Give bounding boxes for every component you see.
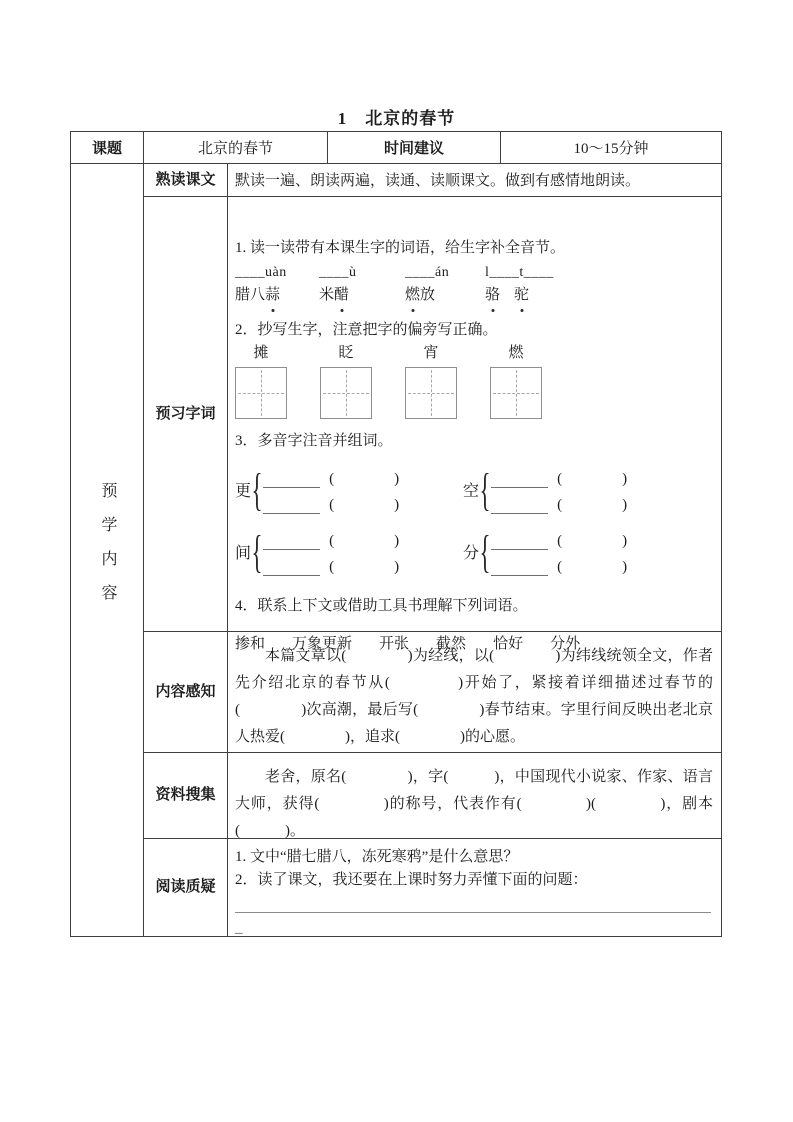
header-keti-value: 北京的春节	[144, 132, 328, 163]
duoyinzi-item	[235, 527, 463, 576]
row-label-shudu: 熟读课文	[144, 164, 228, 196]
row-yuxi-zici	[144, 196, 721, 652]
brace-glyph: {	[251, 525, 263, 577]
fill-blank-line	[263, 561, 320, 576]
fill-blank-line	[263, 535, 320, 550]
pinyin-group	[319, 264, 405, 306]
yuxi-item4-wrap	[235, 594, 713, 615]
pinyin-group	[485, 264, 554, 306]
row-label-yuxi: 预习字词	[144, 197, 228, 631]
paren-blank: ( )	[329, 558, 400, 575]
row-yuedu-zhiyi	[144, 838, 721, 936]
ziliao-paragraph: 老舍，原名( )，字( )，中国现代小说家、作家、语言大师，获得( )的称号，代表作有( )( )，剧本( )。	[235, 769, 713, 839]
answer-continuation-mark: _	[235, 920, 243, 936]
shudu-text: 默读一遍、朗读两遍，读通、读顺课文。做到有感情地朗读。	[235, 173, 641, 190]
tianzige-writing-box	[320, 367, 372, 419]
row-label-ziliao: 资料搜集	[144, 753, 228, 838]
word-pre: 腊八	[235, 286, 266, 303]
row-label-neirong: 内容感知	[144, 632, 228, 752]
ciyu-word: 恰好	[493, 635, 524, 652]
duoyinzi-blanks	[491, 527, 627, 576]
paren-blank: ( )	[329, 496, 400, 513]
duoyinzi-blanks	[263, 527, 399, 576]
brace-glyph: {	[479, 463, 491, 515]
fill-blank-line	[263, 473, 320, 488]
row-shudu-kewen	[144, 164, 721, 196]
yuxi-item4: 4．联系上下文或借助工具书理解下列词语。	[235, 597, 528, 614]
duoyinzi-blanks	[491, 465, 627, 514]
brace-glyph: {	[479, 525, 491, 577]
paren-blank: ( )	[557, 496, 628, 513]
duoyinzi-item	[235, 465, 463, 514]
paren-blank: ( )	[329, 532, 400, 549]
row-label-yuedu: 阅读质疑	[144, 839, 228, 936]
blank-entry	[491, 555, 627, 576]
duoyinzi-item	[463, 527, 691, 576]
ciyu-word: 掺和	[235, 635, 266, 652]
ciyu-word: 分外	[550, 635, 581, 652]
ciyu-word: 开张	[379, 635, 410, 652]
tianzige-row	[235, 343, 713, 419]
blank-entry	[491, 529, 627, 550]
yuxi-item1: 1. 读一读带有本课生字的词语，给生字补全音节。	[235, 239, 566, 256]
copy-char: 摊	[253, 344, 269, 361]
copy-char: 眨	[338, 344, 354, 361]
header-time-label: 时间建议	[328, 132, 501, 163]
duoyinzi-char: 空	[463, 482, 480, 500]
tianzige-cell	[235, 343, 287, 419]
fill-blank-line	[491, 561, 548, 576]
ziliao-content	[228, 753, 721, 838]
duoyinzi-row	[235, 465, 713, 514]
pinyin-blank: l____t____	[485, 264, 554, 280]
word-dotted-char: 蒜	[265, 284, 280, 306]
shudu-content	[228, 164, 721, 196]
fill-blank-line	[491, 499, 548, 514]
copy-characters-block	[235, 320, 713, 419]
word-with-dot	[405, 284, 485, 306]
pinyin-blank: ____ù	[319, 264, 357, 280]
yuxi-item2: 2．抄写生字，注意把字的偏旁写正确。	[235, 321, 498, 338]
word-dotted-char: 驼	[514, 284, 529, 306]
duoyinzi-section	[235, 431, 713, 576]
ciyu-word: 截然	[436, 635, 467, 652]
yuxi-content	[228, 197, 721, 652]
copy-char: 宵	[423, 344, 439, 361]
word-with-dot	[235, 284, 319, 306]
duoyinzi-row	[235, 527, 713, 576]
yuxi-item3: 3．多音字注音并组词。	[235, 432, 393, 449]
tianzige-writing-box	[405, 367, 457, 419]
tianzige-cell	[405, 343, 457, 419]
left-span-cell	[71, 164, 144, 936]
duoyinzi-blanks	[263, 465, 399, 514]
blank-entry	[491, 493, 627, 514]
word-dotted-char: 燃	[405, 284, 420, 306]
blank-entry	[263, 467, 399, 488]
worksheet-table	[70, 131, 722, 937]
pinyin-blank: ____án	[405, 264, 450, 280]
word-with-dot	[319, 284, 405, 306]
table-body	[71, 164, 721, 936]
header-row	[71, 132, 721, 164]
paren-blank: ( )	[329, 470, 400, 487]
yuedu-question-2: 2．读了课文，我还要在上课时努力弄懂下面的问题：	[235, 872, 588, 888]
fill-blank-line	[263, 499, 320, 514]
duoyinzi-char: 分	[463, 544, 480, 562]
yuedu-content	[228, 839, 721, 936]
duoyinzi-item	[463, 465, 691, 514]
neirong-paragraph: 本篇文章以( )为经线，以( )为纬线统领全文，作者先介绍北京的春节从( )开始了，紧接着详细描述过春节的( )次高潮，最后写( )春节结束。字里行间反映出老北京人热爱( )，追求( )的心愿。	[235, 647, 713, 745]
blank-entry	[491, 467, 627, 488]
row-neirong-ganzhi	[144, 631, 721, 752]
tianzige-cell	[490, 343, 542, 419]
word-with-dot	[485, 284, 554, 306]
copy-char: 燃	[508, 344, 524, 361]
brace-glyph: {	[251, 463, 263, 515]
body-rows	[144, 164, 721, 936]
yuedu-question-1: 1. 文中“腊七腊八，冻死寒鸦”是什么意思？	[235, 849, 519, 865]
ciyu-word: 万象更新	[292, 635, 353, 652]
neirong-content	[228, 632, 721, 752]
word-dotted-char: 骆	[485, 284, 500, 306]
paren-blank: ( )	[557, 470, 628, 487]
row-ziliao-souji	[144, 752, 721, 838]
answer-blank-line	[235, 897, 711, 913]
blank-entry	[263, 529, 399, 550]
left-vertical-label: 预学内容	[99, 482, 116, 618]
pinyin-word-groups	[235, 264, 713, 306]
blank-entry	[263, 555, 399, 576]
pinyin-group	[405, 264, 485, 306]
pinyin-group	[235, 264, 319, 306]
page-title: 1 北京的春节	[337, 109, 456, 128]
duoyinzi-char: 更	[235, 482, 252, 500]
tianzige-cell	[320, 343, 372, 419]
tianzige-writing-box	[235, 367, 287, 419]
tianzige-writing-box	[490, 367, 542, 419]
word-post: 放	[420, 286, 436, 303]
fill-blank-line	[491, 473, 548, 488]
paren-blank: ( )	[557, 558, 628, 575]
paren-blank: ( )	[557, 532, 628, 549]
header-time-value: 10～15分钟	[573, 141, 649, 157]
pinyin-blank: ____uàn	[235, 264, 287, 280]
word-pre: 米	[319, 286, 335, 303]
fill-blank-line	[491, 535, 548, 550]
blank-entry	[263, 493, 399, 514]
word-dotted-char: 醋	[334, 284, 349, 306]
duoyinzi-char: 间	[235, 544, 252, 562]
header-keti-label: 课题	[71, 132, 144, 163]
